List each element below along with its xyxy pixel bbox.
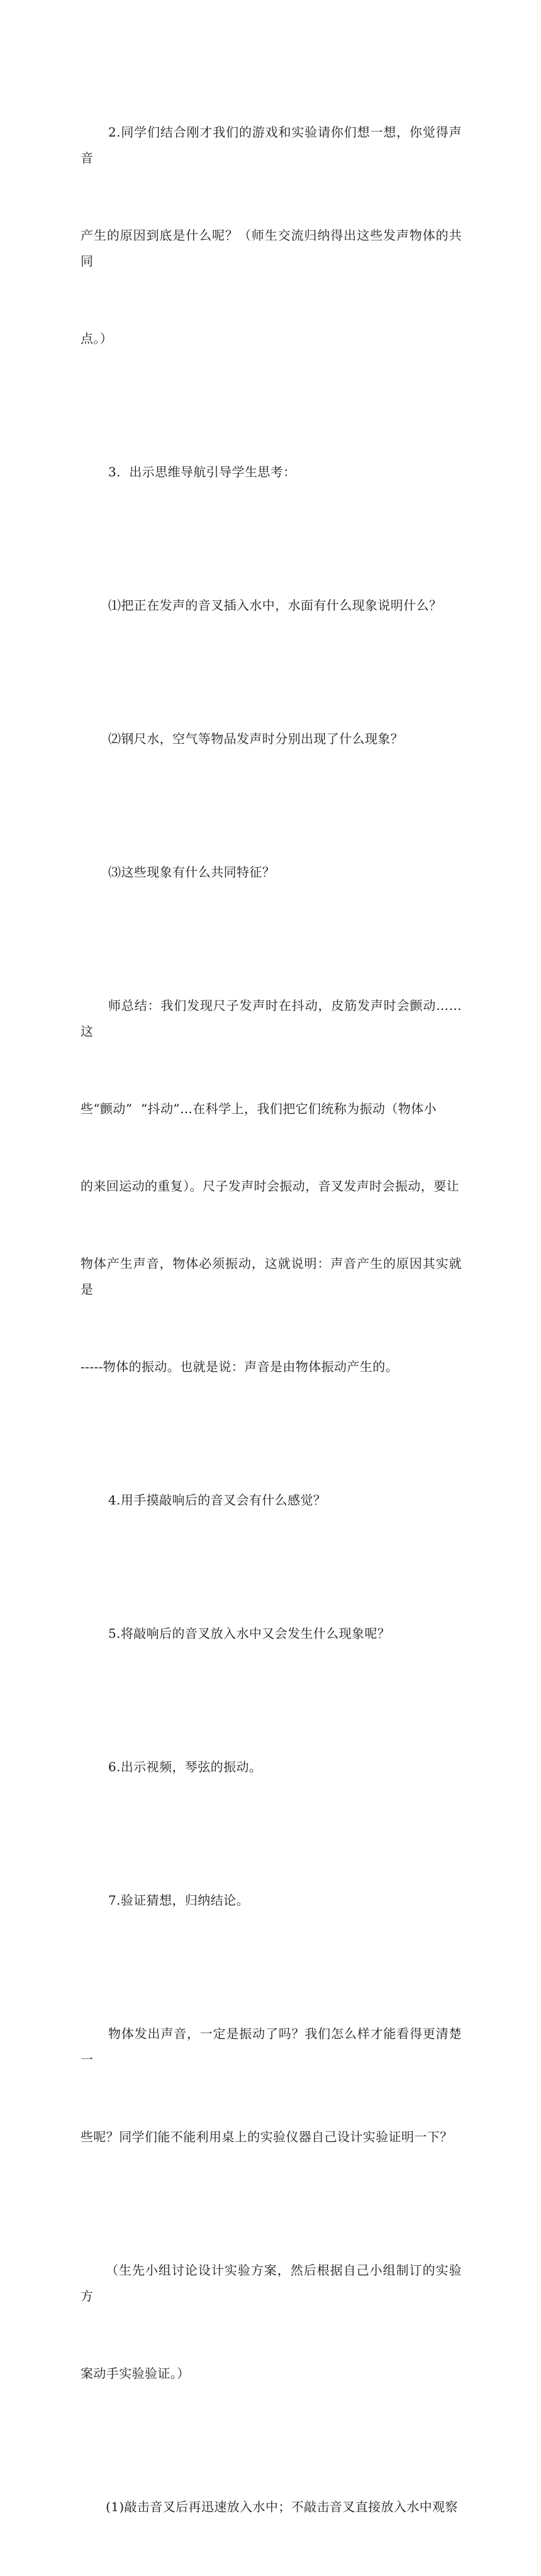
text-line: 些“颤动” “抖动”…在科学上，我们把它们统称为振动（物体小 (81, 1101, 437, 1116)
paragraph-step-6 (81, 1703, 462, 1832)
text-line: 物体产生声音，物体必须振动，这就说明：声音产生的原因其实就是 (81, 1256, 462, 1297)
text-line: ⑵钢尺水，空气等物品发声时分别出现了什么现象？ (108, 731, 404, 746)
paragraph-question-2 (81, 68, 462, 403)
document-body (81, 68, 462, 2576)
text-line: 师总结：我们发现尺子发声时在抖动，皮筋发声时会颤动……这 (81, 998, 462, 1039)
paragraph-sub-2 (81, 675, 462, 804)
paragraph-sub-3 (81, 808, 462, 937)
text-line: 6.出示视频，琴弦的振动。 (108, 1759, 262, 1774)
paragraph-sub-1 (81, 541, 462, 670)
text-line: -----物体的振动。也就是说：声音是由物体振动产生的。 (81, 1359, 398, 1374)
text-line: 7.验证猜想，归纳结论。 (108, 1893, 249, 1908)
text-line: 的来回运动的重复）。尺子发声时会振动，音叉发声时会振动，要让 (81, 1179, 459, 1194)
text-line: 案动手实验验证。） (81, 2366, 190, 2381)
text-line: 物体发出声音，一定是振动了吗？我们怎么样才能看得更清楚一 (81, 2026, 462, 2067)
paragraph-experiment-1 (81, 2443, 462, 2572)
paragraph-step-3 (81, 408, 462, 537)
text-line: ⑴把正在发声的音叉插入水中，水面有什么现象说明什么？ (108, 598, 442, 613)
text-line: 4.用手摸敲响后的音叉会有什么感觉？ (108, 1492, 326, 1508)
text-line: ⑶这些现象有什么共同特征？ (108, 865, 276, 880)
text-line: （生先小组讨论设计实验方案，然后根据自己小组制订的实验方 (81, 2263, 462, 2304)
text-line: 点。） (81, 331, 113, 346)
text-line: 5.将敲响后的音叉放入水中又会发生什么现象呢？ (108, 1626, 391, 1641)
text-line: 2.同学们结合刚才我们的游戏和实验请你们想一想，你觉得声音 (81, 125, 462, 165)
text-line: (1)敲击音叉后再迅速放入水中；不敲击音叉直接放入水中观察 (106, 2499, 458, 2514)
paragraph-question-vibration (81, 1969, 462, 2202)
text-line: 些呢？同学们能不能利用桌上的实验仪器自己设计实验证明一下？ (81, 2129, 453, 2144)
paragraph-teacher-summary (81, 941, 462, 1431)
paragraph-step-7 (81, 1836, 462, 1965)
text-line: 产生的原因到底是什么呢？（师生交流归纳得出这些发声物体的共同 (81, 228, 462, 269)
paragraph-group-discussion (81, 2206, 462, 2438)
paragraph-step-4 (81, 1436, 462, 1565)
text-line: 3. 出示思维导航引导学生思考： (108, 464, 296, 479)
paragraph-step-5 (81, 1569, 462, 1698)
